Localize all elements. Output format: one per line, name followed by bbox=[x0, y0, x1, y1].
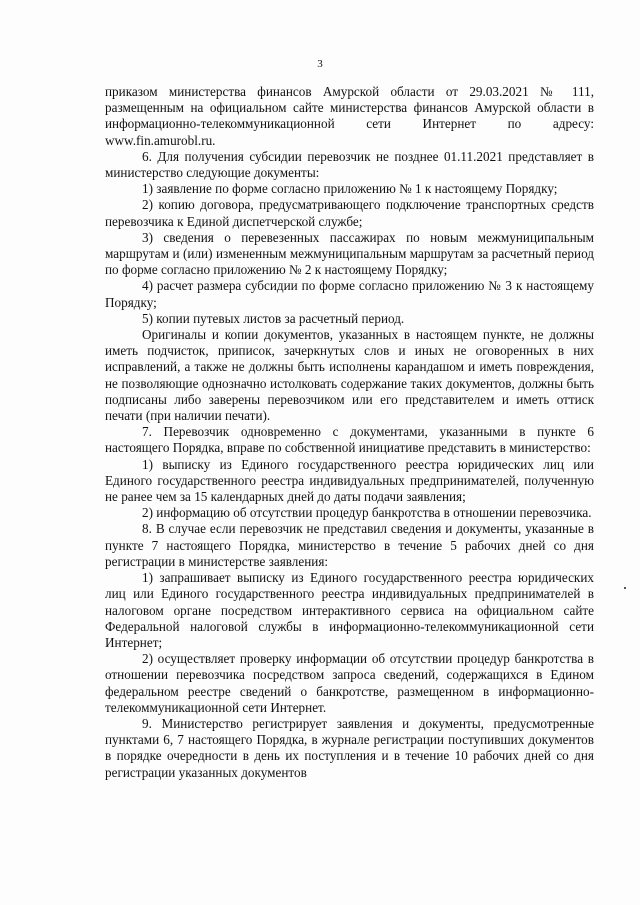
paragraph-item-7-1: 1) выписку из Единого государственного реестра юридических лиц или Единого государственного реестра индивидуальных предпринимателей, полученную не ранее чем за 15 календарных дней до даты подачи заявления; bbox=[105, 456, 594, 505]
paragraph-item-6-3: 3) сведения о перевезенных пассажирах по новым межмуниципальным маршрутам и (или) измененным межмуниципальным маршрутам за расчетный период по форме согласно приложению № 2 к настоящему Порядку; bbox=[105, 229, 594, 278]
paragraph-item-7-2: 2) информацию об отсутствии процедур банкротства в отношении перевозчика. bbox=[142, 505, 592, 521]
paragraph-originals-and-copies: Оригиналы и копии документов, указанных в настоящем пункте, не должны иметь подчисток, приписок, зачеркнутых слов и иных не оговоренных в них исправлений, а также не должны быть исполнены карандашом и иметь повреждения, не позволяющие однозначно истолковать содержание таких документов, должны быть подписаны либо заверены перевозчиком или его представителем и иметь оттиск печати (при наличии печати). bbox=[105, 327, 594, 424]
scan-speck bbox=[624, 587, 626, 589]
paragraph-item-8-1: 1) запрашивает выписку из Единого государственного реестра юридических лиц или Единого государственного реестра индивидуальных предпринимателей в налоговом органе посредством интерактивного сервиса на официальном сайте Федеральной налоговой службы в информационно-телекоммуникационной сети Интернет; bbox=[105, 570, 594, 650]
page-number: 3 bbox=[317, 58, 323, 70]
paragraph-item-8-2: 2) осуществляет проверку информации об отсутствии процедур банкротства в отношении перевозчика посредством запроса сведений, содержащихся в Едином федеральном реестре сведений о банкротстве, размещенном в информационно-телекоммуникационной сети Интернет. bbox=[105, 651, 594, 715]
paragraph-item-6-1: 1) заявление по форме согласно приложению № 1 к настоящему Порядку; bbox=[142, 181, 558, 197]
document-body bbox=[105, 84, 594, 781]
paragraph-item-6-5: 5) копии путевых листов за расчетный период. bbox=[142, 310, 405, 326]
paragraph-item-8: 8. В случае если перевозчик не представил сведения и документы, указанные в пункте 7 настоящего Порядка, министерство в течение 5 рабочих дней со дня регистрации в министерстве заявления: bbox=[105, 521, 594, 569]
paragraph-item-7: 7. Перевозчик одновременно с документами, указанными в пункте 6 настоящего Порядка, вправе по собственной инициативе представить в министерство: bbox=[105, 424, 594, 456]
paragraph-item-6-4: 4) расчет размера субсидии по форме согласно приложению № 3 к настоящему Порядку; bbox=[105, 278, 594, 310]
paragraph-item-6: 6. Для получения субсидии перевозчик не позднее 01.11.2021 представляет в министерство следующие документы: bbox=[105, 148, 594, 181]
paragraph-item-6-2: 2) копию договора, предусматривающего подключение транспортных средств перевозчика к Единой диспетчерской службе; bbox=[105, 197, 594, 229]
paragraph-order-reference: приказом министерства финансов Амурской области от 29.03.2021 № 111, размещенным на официальном сайте министерства финансов Амурской области в информационно-телекоммуникационной сети Интернет по адресу: www.fin.amurobl.ru. bbox=[105, 84, 594, 148]
paragraph-item-9: 9. Министерство регистрирует заявления и документы, предусмотренные пунктами 6, 7 настоящего Порядка, в журнале регистрации поступивших документов в порядке очередности в день их поступления и в течение 10 рабочих дней со дня регистрации указанных документов bbox=[105, 715, 594, 780]
